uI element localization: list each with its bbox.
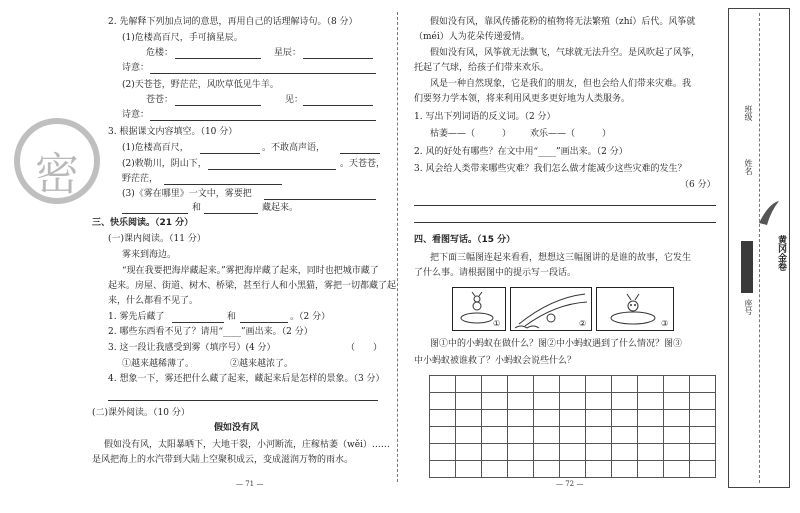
excerpt-line-2: 起来。房屋、街道、树木、桥梁，甚至行人和小黑猫，雾把一切都藏了起 (108, 281, 397, 291)
grid-cell[interactable] (637, 392, 664, 410)
reading-q3: 3. 这一段让我感受到雾（填序号）(4 分） (108, 343, 276, 353)
q3-3b: 和 (192, 203, 202, 213)
answer-line[interactable] (340, 153, 380, 154)
answer-line[interactable] (175, 58, 261, 59)
grid-cell[interactable] (585, 375, 612, 393)
story-cont-2: （méi）人为花朵传递爱情。 (414, 32, 530, 42)
reading-q1b: 和 (227, 312, 237, 322)
section-3-heading: 三、快乐阅读。（21 分） (92, 218, 194, 228)
grid-cell[interactable] (689, 460, 716, 478)
right-q3-score: （6 分） (680, 180, 716, 190)
grid-cell[interactable] (455, 426, 482, 444)
grid-cell[interactable] (585, 392, 612, 410)
right-q1-b[interactable]: 欢乐——（ ） (530, 129, 612, 139)
story-cont-5: 风是一种自然现象，它是我们的朋友，但也会给人们带来灾难。我 (430, 79, 692, 89)
grid-cell[interactable] (429, 460, 456, 478)
grid-cell[interactable] (429, 409, 456, 427)
grid-cell[interactable] (559, 443, 586, 461)
sidebar-cut-line (759, 13, 760, 483)
picture-label-2: ② (579, 319, 587, 328)
grid-cell[interactable] (611, 460, 638, 478)
section-4-heading: 四、看图写话。（15 分） (414, 235, 516, 245)
reading-q3-option-2: ②越来越浓了。 (230, 359, 294, 369)
q2-title: 2. 先解释下列加点词的意思，再用自己的话理解诗句。（8 分） (108, 17, 358, 27)
answer-line[interactable] (414, 222, 716, 223)
grid-cell[interactable] (429, 392, 456, 410)
grid-cell[interactable] (481, 375, 508, 393)
grid-cell[interactable] (507, 375, 534, 393)
brand-logo-icon (757, 199, 781, 229)
page-number-left: — 71 — (236, 480, 264, 488)
jian-label: 见： (285, 95, 304, 105)
grid-cell[interactable] (637, 375, 664, 393)
story-cont-1: 假如没有风，靠风传播花粉的植物将无法繁殖（zhí）后代。风筝就 (430, 17, 696, 27)
answer-line[interactable] (200, 153, 260, 154)
shiyi-label-2: 诗意： (122, 110, 150, 120)
q2-1-text: (1)危楼高百尺，手可摘星辰。 (122, 33, 243, 43)
answer-line[interactable] (122, 213, 188, 214)
grid-cell[interactable] (585, 409, 612, 427)
q3-3c: 藏起来。 (262, 203, 299, 213)
wei-lou-label: 危楼： (146, 48, 174, 58)
grid-cell[interactable] (663, 460, 690, 478)
grid-cell[interactable] (455, 392, 482, 410)
binding-sidebar (728, 8, 790, 488)
reading-q1c: 。（2 分） (290, 312, 331, 322)
grid-cell[interactable] (663, 443, 690, 461)
right-q2: 2. 风的好处有哪些？在文中用“____”画出来。（2 分） (414, 147, 628, 157)
brand-stripe (741, 241, 753, 293)
picture-label-1: ① (493, 319, 501, 328)
grid-cell[interactable] (611, 375, 638, 393)
grid-cell[interactable] (507, 426, 534, 444)
grid-cell[interactable] (429, 426, 456, 444)
grid-cell[interactable] (507, 392, 534, 410)
grid-cell[interactable] (611, 392, 638, 410)
grid-cell[interactable] (689, 375, 716, 393)
grid-cell[interactable] (689, 392, 716, 410)
story-title: 假如没有风 (214, 423, 260, 433)
grid-cell[interactable] (689, 409, 716, 427)
grid-cell[interactable] (481, 443, 508, 461)
q3-1b: 。不敢高声语， (262, 143, 326, 153)
story-cont-6: 们要努力学本领，将来利用风更多更好地为人类服务。 (414, 94, 631, 104)
answer-line[interactable] (150, 120, 376, 121)
grid-cell[interactable] (637, 460, 664, 478)
confidential-stamp (14, 118, 100, 204)
grid-cell[interactable] (559, 392, 586, 410)
grid-cell[interactable] (559, 375, 586, 393)
sidebar-label-seat: 座号 (744, 299, 753, 315)
q3-1a: (1)危楼高百尺， (122, 143, 189, 153)
grid-cell[interactable] (481, 460, 508, 478)
grid-cell[interactable] (481, 392, 508, 410)
writing-instr-1: 把下面三幅图连起来看看，想想这三幅图讲的是谁的故事，它发生 (430, 253, 692, 263)
story-line-1: 假如没有风，太阳暴晒下，大地干裂，小河断流，庄稼枯萎（wěi）…… (104, 440, 390, 450)
q3-title: 3. 根据课文内容填空。（10 分） (108, 127, 238, 137)
excerpt-line-1: “现在我要把海岸藏起来。”雾把海岸藏了起来，同时也把城市藏了 (122, 266, 379, 276)
grid-cell[interactable] (559, 426, 586, 444)
grid-cell[interactable] (455, 409, 482, 427)
reading-q1: 1. 雾先后藏了 (108, 312, 165, 322)
writing-instr-4: 中小蚂蚁被谁救了？小蚂蚁会说些什么？ (414, 356, 577, 366)
q3-2c: 野茫茫， (122, 174, 159, 184)
grid-cell[interactable] (507, 443, 534, 461)
answer-line[interactable] (414, 205, 716, 206)
answer-line[interactable] (303, 105, 373, 106)
reading-q4: 4. 想象一下，雾还把什么藏了起来，藏起来后是怎样的景象。（3 分） (108, 374, 385, 384)
extra-reading-title: (二)课外阅读。（10 分） (92, 408, 190, 418)
grid-cell[interactable] (585, 460, 612, 478)
excerpt-line-3: 来，什么都看不见了。 (108, 296, 199, 306)
grid-cell[interactable] (637, 409, 664, 427)
grid-cell[interactable] (481, 409, 508, 427)
answer-line[interactable] (208, 169, 336, 170)
cang-cang-label: 苍苍： (146, 95, 174, 105)
grid-cell[interactable] (455, 460, 482, 478)
answer-line[interactable] (108, 400, 378, 401)
grid-cell[interactable] (455, 375, 482, 393)
reading-q3-paren[interactable]: （ ） (346, 343, 383, 353)
story-cont-3: 假如没有风，风筝就无法飘飞，气球就无法升空。是风吹起了风筝， (430, 48, 701, 58)
picture-panel-1 (452, 287, 506, 331)
right-q3: 3. 风会给人类带来哪些灾难？我们怎么做才能减少这些灾难的发生？ (414, 164, 687, 174)
answer-line[interactable] (264, 199, 376, 200)
grid-cell[interactable] (611, 409, 638, 427)
answer-line[interactable] (175, 105, 261, 106)
grid-cell[interactable] (559, 460, 586, 478)
q3-3: (3)《雾在哪里》一文中，雾要把 (122, 189, 252, 199)
picture-label-3: ③ (661, 319, 669, 328)
answer-line[interactable] (164, 184, 282, 185)
grid-cell[interactable] (429, 443, 456, 461)
grid-cell[interactable] (481, 426, 508, 444)
grid-cell[interactable] (533, 375, 560, 393)
picture-panel-3 (596, 287, 674, 331)
grid-cell[interactable] (455, 443, 482, 461)
grid-cell[interactable] (533, 426, 560, 444)
answer-line[interactable] (204, 213, 258, 214)
grid-cell[interactable] (637, 426, 664, 444)
sidebar-label-class: 班级 (744, 105, 753, 121)
grid-cell[interactable] (689, 426, 716, 444)
page-number-right: — 72 — (556, 480, 584, 488)
grid-cell[interactable] (507, 409, 534, 427)
writing-instr-3: 图①中的小蚂蚁在做什么？图②中小蚂蚁遇到了什么情况？图③ (430, 339, 683, 349)
grid-cell[interactable] (533, 392, 560, 410)
grid-cell[interactable] (611, 426, 638, 444)
grid-cell[interactable] (559, 409, 586, 427)
shiyi-label-1: 诗意： (122, 63, 150, 73)
grid-cell[interactable] (507, 460, 534, 478)
sidebar-label-name: 姓名 (744, 159, 753, 175)
grid-cell[interactable] (663, 375, 690, 393)
grid-cell[interactable] (663, 392, 690, 410)
reading-q3-option-1: ①越来越稀薄了。 (122, 359, 195, 369)
grid-cell[interactable] (533, 460, 560, 478)
page-divider (397, 12, 398, 482)
reading-q2: 2. 哪些东西看不见了？请用“____”画出来。（2 分） (108, 327, 313, 337)
stamp-char: 密 (35, 149, 79, 200)
grid-cell[interactable] (533, 443, 560, 461)
writing-instr-2: 了什么事。请根据图中的提示写一段话。 (414, 268, 577, 278)
answer-line[interactable] (240, 322, 288, 323)
grid-cell[interactable] (429, 375, 456, 393)
q3-2a: (2)敕勒川，阴山下， (122, 159, 207, 169)
sidebar-brand: 黄冈金卷 (776, 235, 786, 271)
q2-2-text: (2)天苍苍，野茫茫，风吹草低见牛羊。 (122, 80, 279, 90)
answer-line[interactable] (150, 73, 376, 74)
right-q1-a[interactable]: 枯萎——（ ） (430, 129, 512, 139)
answer-line[interactable] (303, 58, 373, 59)
answer-line[interactable] (172, 322, 224, 323)
in-class-reading-title: (一)课内阅读。（11 分） (108, 234, 206, 244)
grid-cell[interactable] (585, 443, 612, 461)
story-line-2: 是风把海上的水汽带到大陆上空聚积成云，变成滋润万物的雨水。 (92, 455, 354, 465)
grid-cell[interactable] (533, 409, 560, 427)
grid-cell[interactable] (611, 443, 638, 461)
grid-cell[interactable] (689, 443, 716, 461)
story-cont-4: 托起了气球，给孩子们带来欢乐。 (414, 63, 550, 73)
excerpt-title: 雾来到海边。 (122, 250, 177, 260)
grid-cell[interactable] (637, 443, 664, 461)
grid-cell[interactable] (585, 426, 612, 444)
picture-panel-2 (510, 287, 592, 331)
grid-cell[interactable] (663, 409, 690, 427)
q3-2b: 。天苍苍， (340, 159, 386, 169)
grid-cell[interactable] (663, 426, 690, 444)
right-q1: 1. 写出下列词语的反义词。（2 分） (414, 112, 556, 122)
xing-chen-label: 星辰： (274, 48, 302, 58)
